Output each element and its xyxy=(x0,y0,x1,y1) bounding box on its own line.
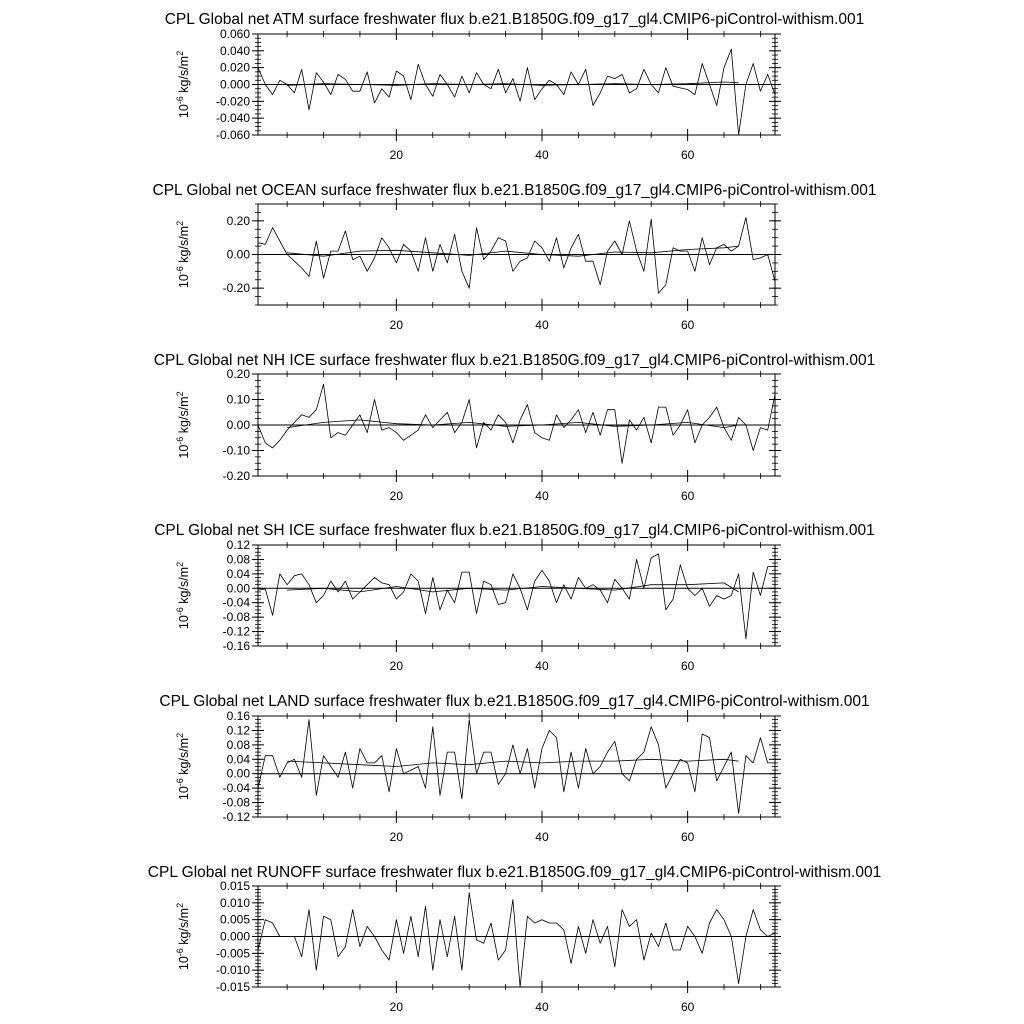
y-label-base: 10 xyxy=(177,786,191,801)
x-tick-label: 20 xyxy=(389,1000,404,1014)
x-tick-label: 20 xyxy=(389,318,404,332)
y-tick-label: 0.000 xyxy=(219,929,250,944)
x-tick-label: 40 xyxy=(535,318,549,332)
y-tick-label: 0.015 xyxy=(219,879,250,893)
y-label-exponent: -6 xyxy=(175,948,185,957)
y-label-exponent: -6 xyxy=(175,266,185,275)
plot-frame xyxy=(258,716,775,817)
chart-title: CPL Global net NH ICE surface freshwater flux b.e21.B1850G.f09_g17_gl4.CMIP6-piControl-withism.001 xyxy=(153,352,876,369)
x-tick-label: 40 xyxy=(535,489,549,503)
y-tick-label: -0.060 xyxy=(215,128,250,142)
y-axis-label xyxy=(175,903,191,970)
y-tick-label: 0.00 xyxy=(226,247,250,262)
x-tick-label: 40 xyxy=(535,148,549,162)
chart-title: CPL Global net OCEAN surface freshwater flux b.e21.B1850G.f09_g17_gl4.CMIP6-piControl-withism.001 xyxy=(152,182,877,199)
y-label-exponent: -6 xyxy=(175,436,185,445)
y-label-base: 10 xyxy=(177,104,191,119)
y-label-square: 2 xyxy=(175,391,185,397)
y-tick-label: -0.015 xyxy=(215,980,250,994)
y-tick-label: 0.010 xyxy=(219,895,250,910)
y-label-square: 2 xyxy=(175,732,185,738)
y-tick-label: 0.04 xyxy=(226,566,250,581)
panel-3 xyxy=(154,352,875,503)
y-label-base: 10 xyxy=(177,615,191,630)
y-tick-label: -0.08 xyxy=(222,610,250,625)
y-axis-label xyxy=(175,733,191,800)
x-tick-label: 60 xyxy=(680,659,695,673)
y-label-base: 10 xyxy=(177,274,191,289)
y-tick-label: 0.060 xyxy=(219,27,250,41)
y-label-square: 2 xyxy=(175,220,185,226)
plot-frame xyxy=(258,545,775,646)
y-label-units: kg/s/m xyxy=(177,55,191,97)
chart-title: CPL Global net ATM surface freshwater flux b.e21.B1850G.f09_g17_gl4.CMIP6-piControl-withism.001 xyxy=(164,11,865,28)
y-tick-label: 0.12 xyxy=(226,538,250,552)
panel-4 xyxy=(154,522,875,673)
x-tick-label: 60 xyxy=(680,830,695,844)
x-tick-label: 60 xyxy=(680,148,695,162)
y-tick-label: 0.005 xyxy=(219,912,250,927)
series-smoothed-line xyxy=(287,759,738,766)
y-tick-label: -0.040 xyxy=(215,111,250,126)
y-label-square: 2 xyxy=(175,50,185,56)
y-tick-label: -0.16 xyxy=(222,639,250,653)
y-tick-label: 0.20 xyxy=(226,367,250,381)
y-tick-label: 0.00 xyxy=(226,766,250,781)
y-label-exponent: -6 xyxy=(175,96,185,105)
panel-5 xyxy=(159,693,869,844)
y-tick-label: 0.08 xyxy=(226,737,250,752)
x-tick-label: 40 xyxy=(535,659,549,673)
y-tick-label: 0.16 xyxy=(226,709,250,723)
y-tick-label: -0.12 xyxy=(222,810,250,824)
y-label-exponent: -6 xyxy=(175,778,185,787)
series-annual-line xyxy=(258,893,775,987)
x-tick-label: 20 xyxy=(389,830,404,844)
y-label-units: kg/s/m xyxy=(177,566,191,608)
chart-title: CPL Global net RUNOFF surface freshwater flux b.e21.B1850G.f09_g17_gl4.CMIP6-piControl-withism.001 xyxy=(147,864,882,881)
x-tick-label: 20 xyxy=(389,659,404,673)
y-tick-label: 0.00 xyxy=(226,581,250,596)
y-tick-label: 0.10 xyxy=(226,392,250,407)
y-label-units: kg/s/m xyxy=(177,396,191,437)
x-tick-label: 40 xyxy=(535,830,549,844)
y-axis-label xyxy=(175,51,191,118)
y-tick-label: -0.12 xyxy=(222,624,250,639)
y-tick-label: 0.040 xyxy=(219,43,250,58)
y-tick-label: -0.20 xyxy=(222,469,250,483)
y-label-units: kg/s/m xyxy=(177,225,191,267)
y-tick-label: -0.020 xyxy=(215,94,250,109)
y-tick-label: 0.08 xyxy=(226,552,250,567)
series-annual-line xyxy=(258,720,775,814)
y-label-units: kg/s/m xyxy=(177,907,191,949)
series-annual-line xyxy=(258,49,775,135)
chart-title: CPL Global net LAND surface freshwater flux b.e21.B1850G.f09_g17_gl4.CMIP6-piControl-withism.001 xyxy=(159,693,870,710)
y-tick-label: 0.00 xyxy=(226,418,250,432)
panel-1 xyxy=(165,11,865,162)
y-axis-label xyxy=(175,391,191,458)
y-tick-label: -0.10 xyxy=(222,443,250,458)
y-tick-label: 0.12 xyxy=(226,723,250,738)
y-tick-label: -0.20 xyxy=(222,281,250,296)
y-tick-label: -0.04 xyxy=(222,595,250,610)
y-axis-label xyxy=(175,562,191,629)
panel-6 xyxy=(148,864,881,1014)
series-annual-line xyxy=(258,554,775,639)
x-tick-label: 60 xyxy=(680,489,695,503)
y-tick-label: -0.08 xyxy=(222,795,250,810)
y-tick-label: -0.04 xyxy=(222,781,250,796)
y-tick-label: 0.020 xyxy=(219,60,250,75)
y-tick-label: 0.000 xyxy=(219,77,250,92)
series-annual-line xyxy=(258,218,775,294)
y-label-base: 10 xyxy=(177,956,191,971)
x-tick-label: 60 xyxy=(680,318,695,332)
y-label-units: kg/s/m xyxy=(177,737,191,779)
y-tick-label: -0.010 xyxy=(215,963,250,978)
x-tick-label: 60 xyxy=(680,1000,695,1014)
y-tick-label: 0.20 xyxy=(226,213,250,228)
y-tick-label: 0.04 xyxy=(226,752,250,767)
x-tick-label: 20 xyxy=(389,489,404,503)
y-label-square: 2 xyxy=(175,561,185,567)
y-label-base: 10 xyxy=(177,444,191,459)
x-tick-label: 40 xyxy=(535,1000,549,1014)
panel-2 xyxy=(153,182,877,332)
y-label-square: 2 xyxy=(175,902,185,908)
y-label-exponent: -6 xyxy=(175,607,185,616)
series-smoothed-line xyxy=(287,583,738,592)
chart-title: CPL Global net SH ICE surface freshwater flux b.e21.B1850G.f09_g17_gl4.CMIP6-piControl-withism.001 xyxy=(154,522,875,539)
y-axis-label xyxy=(175,221,191,288)
y-tick-label: -0.005 xyxy=(215,946,250,961)
x-tick-label: 20 xyxy=(389,148,404,162)
